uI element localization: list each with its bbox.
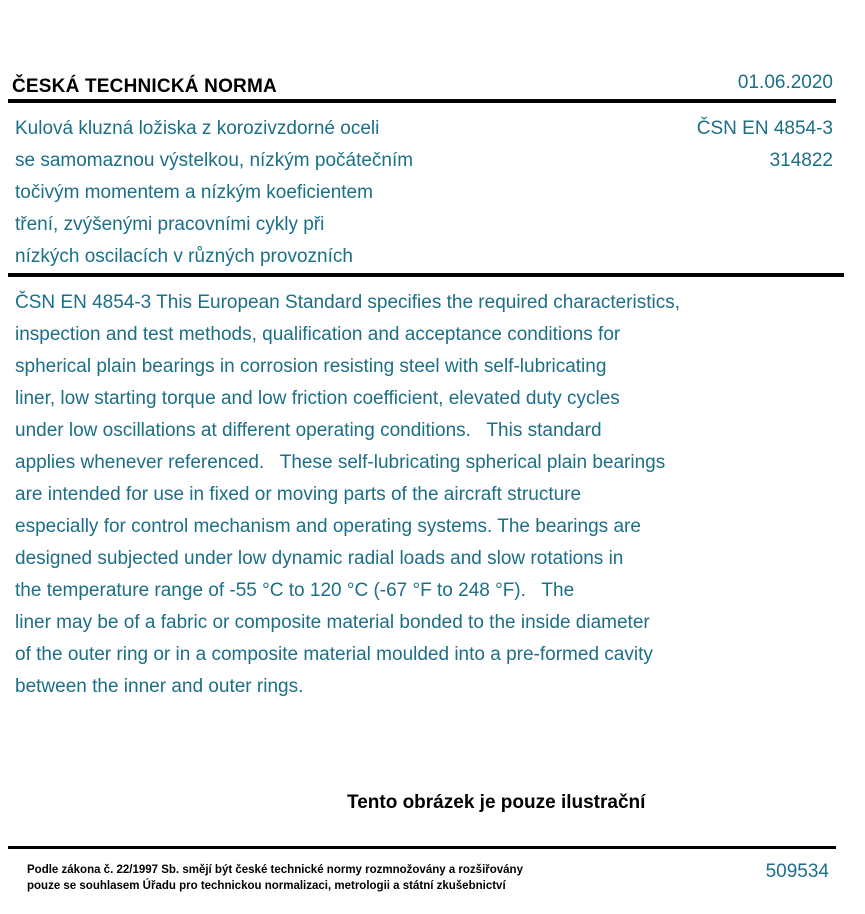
abstract-line: the temperature range of -55 °C to 120 °C (-67 °F to 248 °F). The [15, 580, 575, 601]
standard-class-number: 314822 [769, 150, 833, 171]
abstract-line: spherical plain bearings in corrosion resisting steel with self-lubricating [15, 356, 607, 377]
abstract-line: are intended for use in fixed or moving parts of the aircraft structure [15, 484, 582, 505]
standard-title-line: tření, zvýšenými pracovními cykly při [15, 214, 325, 235]
header-title: ČESKÁ TECHNICKÁ NORMA [12, 76, 277, 97]
abstract-line: under low oscillations at different operating conditions. This standard [15, 420, 602, 441]
illustration-note: Tento obrázek je pouze ilustrační [347, 792, 646, 813]
bottom-divider [8, 846, 836, 849]
standard-reference [697, 113, 833, 177]
abstract-line: liner may be of a fabric or composite material bonded to the inside diameter [15, 612, 650, 633]
header-date: 01.06.2020 [737, 72, 833, 93]
standard-title-line: točivým momentem a nízkým koeficientem [15, 182, 373, 203]
abstract [15, 287, 815, 703]
abstract-line: inspection and test methods, qualification and acceptance conditions for [15, 324, 621, 345]
abstract-line: ČSN EN 4854-3 This European Standard specifies the required characteristics, [15, 292, 680, 313]
standard-title [15, 113, 535, 273]
footer-legal-line: Podle zákona č. 22/1997 Sb. smějí být české technické normy rozmnožovány a rozšiřovány [27, 864, 523, 876]
abstract-line: of the outer ring or in a composite material moulded into a pre-formed cavity [15, 644, 653, 665]
top-divider [8, 99, 836, 103]
abstract-line: liner, low starting torque and low friction coefficient, elevated duty cycles [15, 388, 620, 409]
standard-title-line: Kulová kluzná ložiska z korozivzdorné oceli [15, 118, 380, 139]
standard-designation: ČSN EN 4854-3 [696, 118, 833, 139]
standard-title-line: nízkých oscilacích v různých provozních [15, 246, 353, 267]
footer-legal-line: pouze se souhlasem Úřadu pro technickou normalizaci, metrologii a státní zkušebnictví [27, 880, 506, 892]
middle-divider [8, 273, 844, 277]
abstract-line: designed subjected under low dynamic radial loads and slow rotations in [15, 548, 624, 569]
abstract-line: especially for control mechanism and operating systems. The bearings are [15, 516, 641, 537]
abstract-line: between the inner and outer rings. [15, 676, 304, 697]
abstract-line: applies whenever referenced. These self-lubricating spherical plain bearings [15, 452, 666, 473]
footer-document-number: 509534 [765, 861, 829, 882]
standard-title-line: se samomaznou výstelkou, nízkým počátečním [15, 150, 414, 171]
footer-legal-notice [27, 862, 523, 894]
